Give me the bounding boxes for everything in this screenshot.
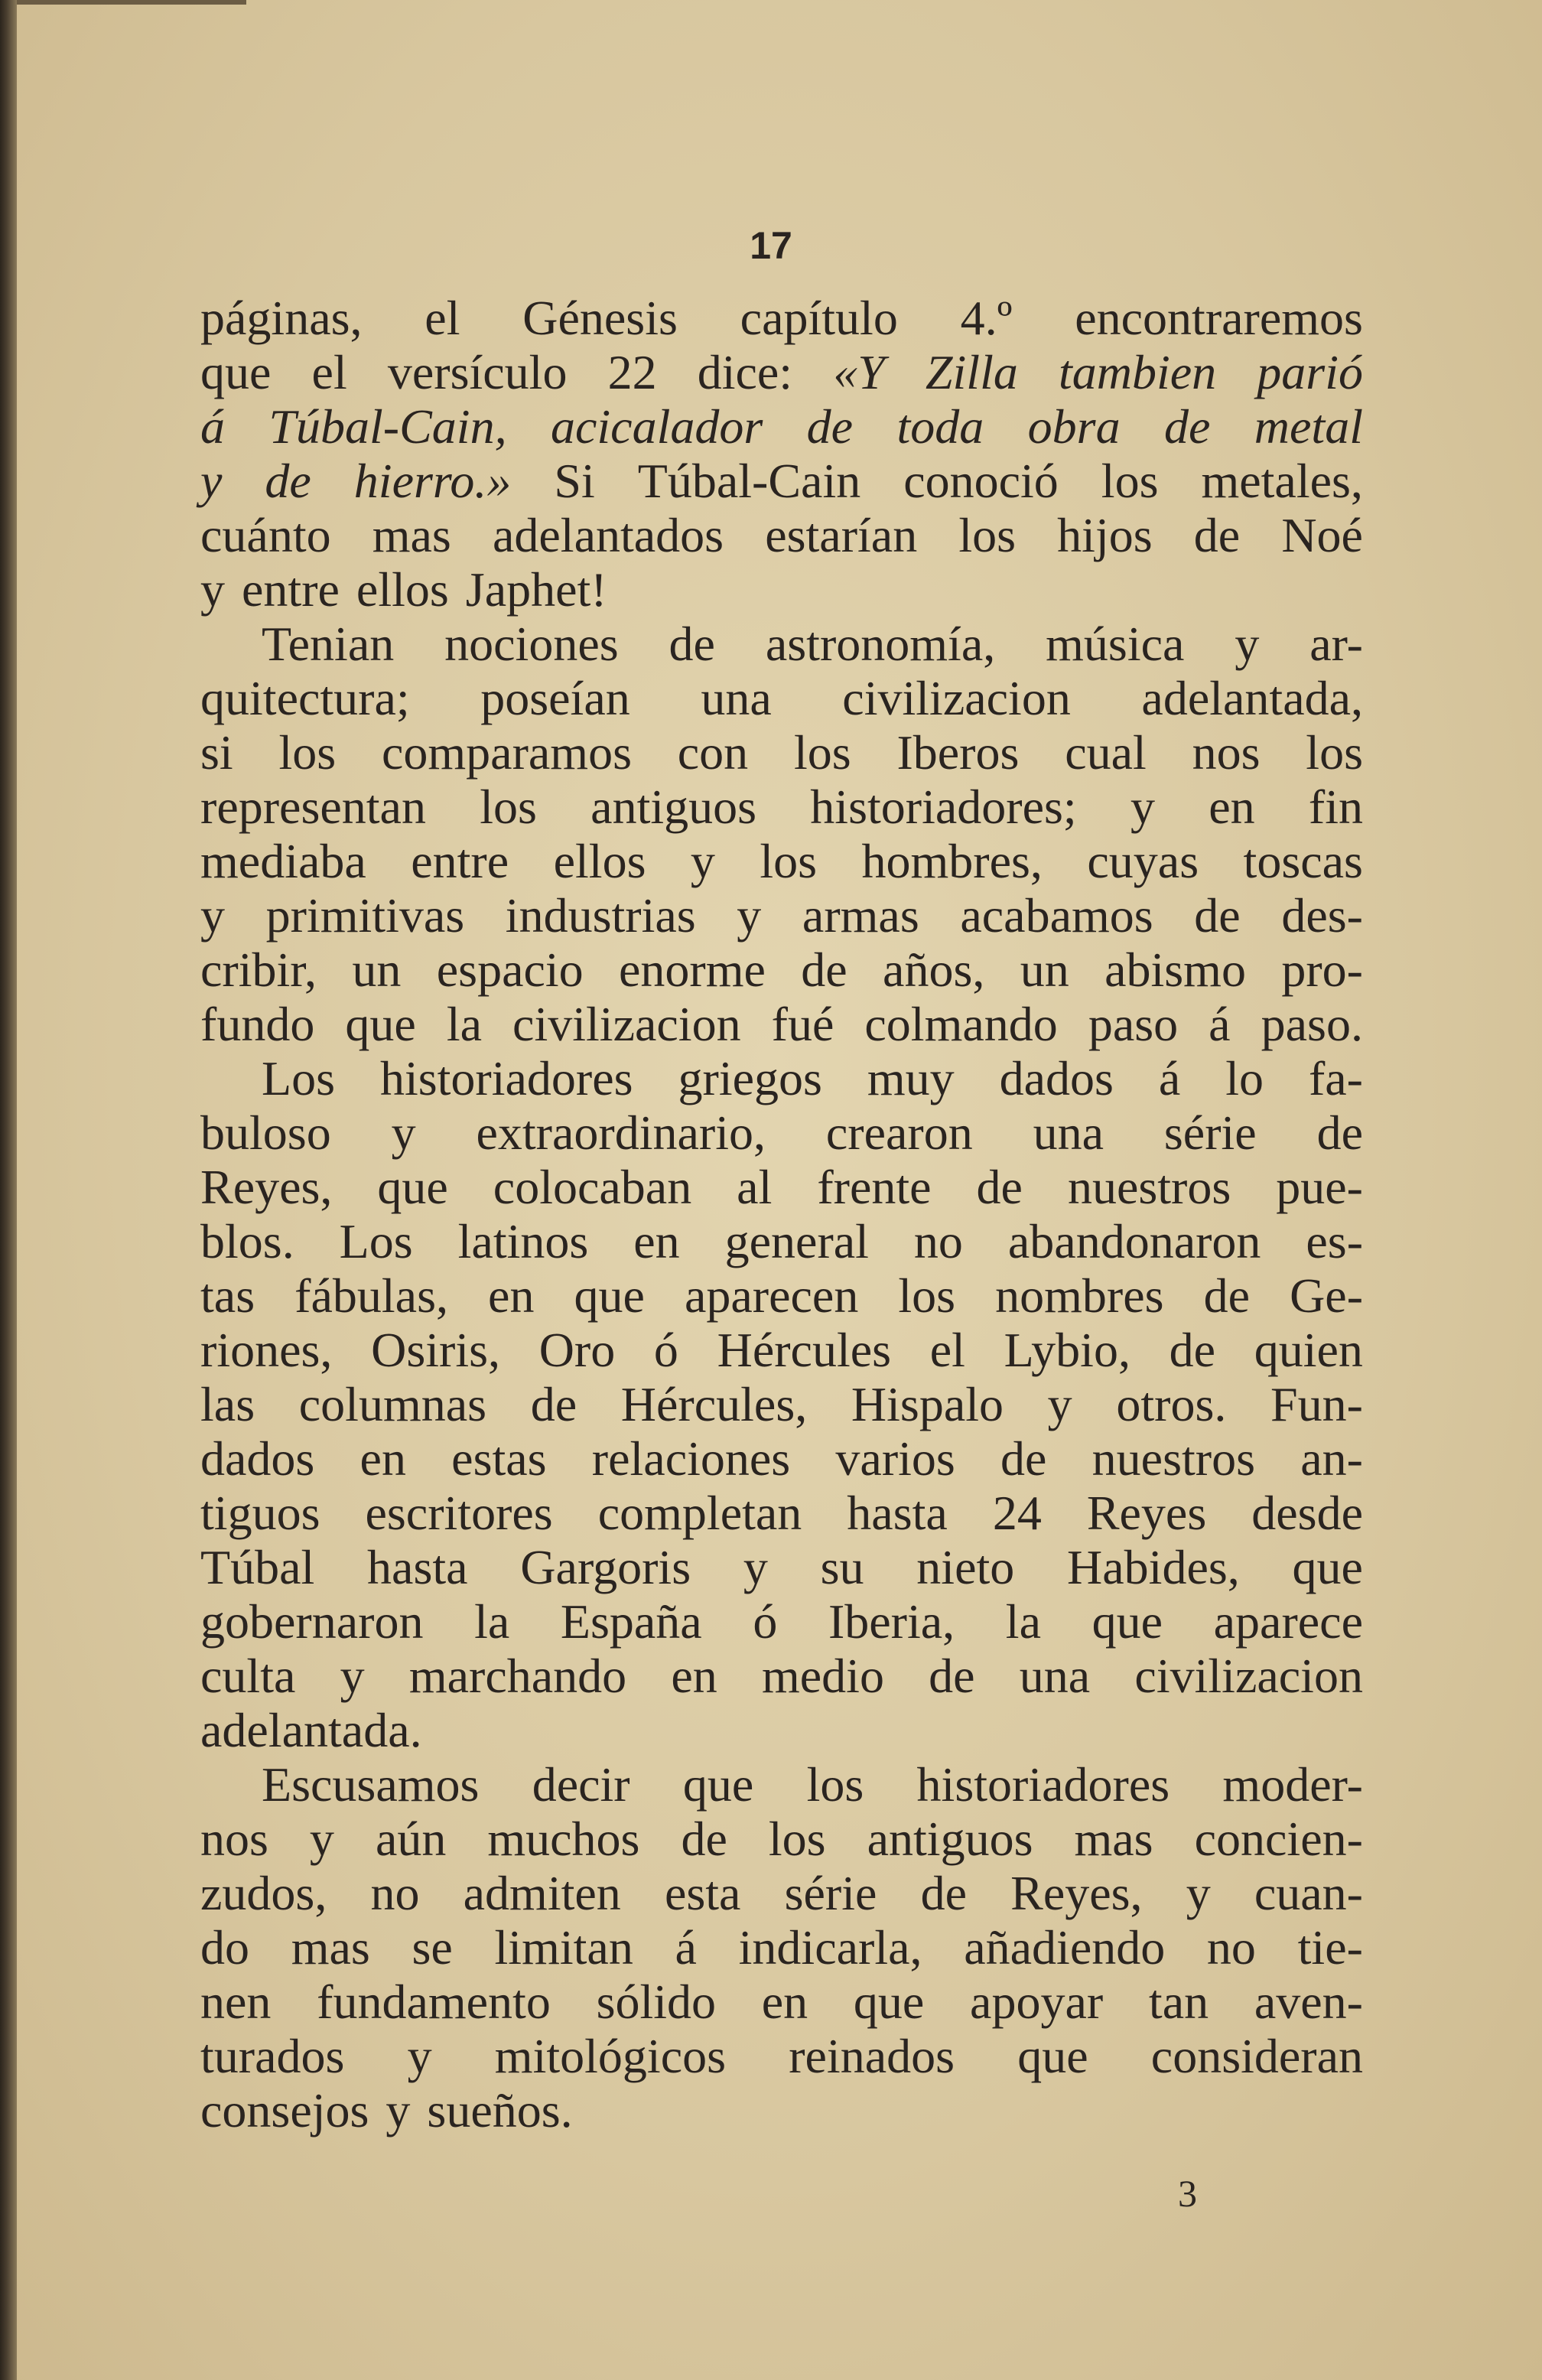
word: Hércules — [717, 1323, 892, 1377]
word: do — [200, 1920, 249, 1975]
word: el — [929, 1323, 965, 1377]
word: toda — [896, 399, 984, 454]
word: Túbal-Cain, — [268, 399, 507, 454]
word: de — [1316, 1105, 1363, 1160]
word: dice: — [697, 345, 793, 399]
text-line — [200, 1486, 1363, 1540]
word: encontraremos — [1075, 291, 1363, 345]
text-line — [200, 1757, 1363, 1812]
word: riones, — [200, 1323, 333, 1377]
word: indicarla, — [738, 1920, 922, 1975]
word: que — [377, 1160, 448, 1214]
word: adelantada, — [1141, 671, 1363, 725]
word: comparamos — [381, 725, 632, 780]
word: tas — [200, 1268, 255, 1323]
word: hasta — [367, 1540, 468, 1594]
word: Ge- — [1290, 1268, 1363, 1323]
word: buloso — [200, 1105, 331, 1160]
text-line — [200, 291, 1363, 345]
word: á — [675, 1920, 697, 1975]
word: y — [737, 888, 762, 943]
word: añadiendo — [964, 1920, 1166, 1975]
word: otros. — [1116, 1377, 1227, 1431]
word: 22 — [607, 345, 657, 399]
word: astronomía, — [765, 617, 996, 671]
text-line — [200, 508, 1363, 562]
word: la — [1005, 1594, 1041, 1649]
word: sólido — [596, 1975, 717, 2029]
word: medio — [761, 1649, 884, 1703]
word: dados — [999, 1051, 1114, 1105]
word: cribir, — [200, 943, 317, 997]
word: apoyar — [970, 1975, 1104, 2029]
text-line — [200, 1594, 1363, 1649]
word: no — [1206, 1920, 1256, 1975]
word: nos — [1192, 725, 1261, 780]
word: civilizacion — [842, 671, 1071, 725]
word: hombres, — [861, 834, 1043, 888]
word: la — [474, 1594, 510, 1649]
word: Fun- — [1270, 1377, 1363, 1431]
word: no — [370, 1866, 420, 1920]
word: ellos — [553, 834, 646, 888]
word: moder- — [1222, 1757, 1363, 1812]
word: pue- — [1276, 1160, 1363, 1214]
word: tan — [1148, 1975, 1209, 2029]
word: y — [340, 1649, 365, 1703]
word: versículo — [387, 345, 568, 399]
body-text — [200, 291, 1363, 2137]
word: de — [1193, 508, 1241, 562]
word: consideran — [1150, 2029, 1363, 2083]
word: los — [768, 1812, 826, 1866]
word: los — [760, 834, 818, 888]
word: aún — [375, 1812, 447, 1866]
word: acabamos — [960, 888, 1153, 943]
word: estarían — [765, 508, 918, 562]
word: civilizacion — [1134, 1649, 1363, 1703]
word: capítulo — [740, 291, 898, 345]
word: paso — [1088, 997, 1179, 1051]
word: los — [1306, 725, 1363, 780]
word: de — [681, 1812, 727, 1866]
word: enorme — [619, 943, 766, 997]
word: y — [391, 1105, 416, 1160]
word: que — [1292, 1540, 1363, 1594]
word: Los — [262, 1051, 335, 1105]
word: civilizacion — [512, 997, 741, 1051]
word: de — [1169, 1323, 1216, 1377]
word: colmando — [864, 997, 1058, 1051]
word: de — [265, 454, 311, 508]
word: hierro.» — [353, 454, 512, 508]
word: antiguos — [590, 780, 757, 834]
word: que — [1091, 1594, 1163, 1649]
word: de — [1194, 888, 1241, 943]
word: de — [976, 1160, 1023, 1214]
word: y — [1186, 1866, 1211, 1920]
word: entre — [242, 562, 340, 617]
word: cuyas — [1087, 834, 1199, 888]
word: que — [200, 345, 272, 399]
word: ellos — [356, 562, 449, 617]
text-line — [200, 399, 1363, 454]
word: la — [446, 997, 482, 1051]
word: los — [1101, 454, 1159, 508]
word: en — [488, 1268, 535, 1323]
text-line — [200, 1866, 1363, 1920]
word: y — [309, 1812, 334, 1866]
word: nen — [200, 1975, 272, 2029]
text-line — [200, 1268, 1363, 1323]
word: que — [345, 997, 416, 1051]
word: que — [1017, 2029, 1088, 2083]
word: esta — [664, 1866, 741, 1920]
word: hijos — [1057, 508, 1153, 562]
word: de — [1000, 1431, 1047, 1486]
word: 4.º — [960, 291, 1013, 345]
word: historiadores — [916, 1757, 1170, 1812]
word: páginas, — [200, 291, 363, 345]
word: série — [1163, 1105, 1257, 1160]
word: Osiris, — [371, 1323, 500, 1377]
word: crearon — [825, 1105, 973, 1160]
word: que — [682, 1757, 754, 1812]
word: Lybio, — [1004, 1323, 1130, 1377]
word: Reyes — [1086, 1486, 1207, 1540]
word: reinados — [789, 2029, 955, 2083]
word: de — [669, 617, 715, 671]
word: música — [1046, 617, 1185, 671]
word: España — [560, 1594, 702, 1649]
word: Zilla — [925, 345, 1018, 399]
word: Habides, — [1067, 1540, 1240, 1594]
word: se — [412, 1920, 453, 1975]
word: Génesis — [522, 291, 678, 345]
word: en — [1209, 780, 1255, 834]
word: pro- — [1281, 943, 1363, 997]
word: varios — [835, 1431, 955, 1486]
word: que — [853, 1975, 925, 2029]
text-line — [200, 1214, 1363, 1268]
word: gobernaron — [200, 1594, 424, 1649]
word: entre — [411, 834, 509, 888]
text-line — [200, 725, 1363, 780]
word: muy — [867, 1051, 955, 1105]
word: si — [200, 725, 233, 780]
word: estas — [451, 1431, 547, 1486]
word: Reyes, — [200, 1160, 333, 1214]
word: las — [200, 1377, 255, 1431]
word: zudos, — [200, 1866, 327, 1920]
word: colocaban — [493, 1160, 692, 1214]
word: hasta — [847, 1486, 948, 1540]
word: una — [701, 671, 772, 725]
word: de — [1163, 399, 1211, 454]
word: acicalador — [550, 399, 763, 454]
word: paso. — [1261, 997, 1363, 1051]
word: con — [677, 725, 749, 780]
word: Escusamos — [262, 1757, 480, 1812]
text-line — [200, 1920, 1363, 1975]
word: un — [1020, 943, 1069, 997]
word: á — [1209, 997, 1231, 1051]
word: ó — [653, 1323, 678, 1377]
word: Japhet! — [465, 562, 607, 617]
word: de — [530, 1377, 577, 1431]
word: concien- — [1194, 1812, 1363, 1866]
word: Hércules, — [620, 1377, 808, 1431]
word: Iberia, — [828, 1594, 955, 1649]
text-line — [200, 834, 1363, 888]
word: fa- — [1308, 1051, 1363, 1105]
text-line — [200, 345, 1363, 399]
word: á — [200, 399, 225, 454]
word: nombres — [995, 1268, 1164, 1323]
word: nociones — [444, 617, 619, 671]
word: primitivas — [265, 888, 465, 943]
word: y — [1235, 617, 1260, 671]
word: frente — [817, 1160, 932, 1214]
word: adelantados — [492, 508, 724, 562]
text-line — [200, 1160, 1363, 1214]
word: conoció — [903, 454, 1059, 508]
word: y — [1130, 780, 1155, 834]
word: fundamento — [317, 1975, 551, 2029]
text-line — [200, 943, 1363, 997]
word: Tenian — [262, 617, 395, 671]
word: en — [359, 1431, 406, 1486]
word: aven- — [1254, 1975, 1363, 2029]
word: no — [913, 1214, 963, 1268]
word: Iberos — [896, 725, 1020, 780]
word: una — [1033, 1105, 1104, 1160]
word: es- — [1306, 1214, 1363, 1268]
text-line — [200, 1377, 1363, 1431]
word: muchos — [487, 1812, 640, 1866]
word: espacio — [436, 943, 584, 997]
word: á — [1158, 1051, 1181, 1105]
text-line — [200, 617, 1363, 671]
word: en — [633, 1214, 680, 1268]
word: fué — [771, 997, 834, 1051]
word: blos. — [200, 1214, 294, 1268]
text-line — [200, 1703, 1363, 1757]
text-line — [200, 780, 1363, 834]
word: tiguos — [200, 1486, 320, 1540]
word: consejos — [200, 2083, 369, 2137]
word: en — [671, 1649, 717, 1703]
word: el — [425, 291, 460, 345]
word: Si — [554, 454, 595, 508]
text-line — [200, 997, 1363, 1051]
word: y — [407, 2029, 432, 2083]
word: Túbal-Cain — [637, 454, 861, 508]
word: cuánto — [200, 508, 331, 562]
word: cuan- — [1254, 1866, 1363, 1920]
word: los — [480, 780, 537, 834]
word: cual — [1065, 725, 1147, 780]
word: mediaba — [200, 834, 366, 888]
top-rule — [17, 0, 246, 5]
word: adelantada. — [200, 1703, 422, 1757]
word: obra — [1027, 399, 1121, 454]
text-line — [200, 562, 1363, 617]
word: aparecen — [684, 1268, 859, 1323]
word: historiadores — [379, 1051, 633, 1105]
word: los — [958, 508, 1017, 562]
word: Los — [339, 1214, 413, 1268]
word: y — [200, 888, 225, 943]
word: que — [574, 1268, 645, 1323]
word: y — [743, 1540, 768, 1594]
word: historiadores; — [810, 780, 1077, 834]
word: el — [311, 345, 347, 399]
page-number: 17 — [750, 224, 792, 267]
word: mas — [1074, 1812, 1153, 1866]
word: ó — [753, 1594, 778, 1649]
word: Reyes, — [1010, 1866, 1143, 1920]
word: armas — [802, 888, 919, 943]
word: mas — [291, 1920, 370, 1975]
text-line — [200, 1051, 1363, 1105]
word: un — [352, 943, 402, 997]
text-line — [200, 671, 1363, 725]
word: abismo — [1104, 943, 1246, 997]
word: limitan — [494, 1920, 633, 1975]
text-line — [200, 1323, 1363, 1377]
text-line — [200, 1812, 1363, 1866]
word: los — [898, 1268, 956, 1323]
word: Hispalo — [851, 1377, 1004, 1431]
text-line — [200, 1540, 1363, 1594]
word: mas — [372, 508, 451, 562]
word: y — [200, 562, 225, 617]
word: en — [761, 1975, 808, 2029]
word: quitectura; — [200, 671, 410, 725]
word: Gargoris — [520, 1540, 691, 1594]
word: industrias — [505, 888, 696, 943]
word: y — [386, 2083, 411, 2137]
word: «Y — [833, 345, 885, 399]
word: nieto — [916, 1540, 1015, 1594]
word: representan — [200, 780, 426, 834]
word: metal — [1254, 399, 1363, 454]
word: dados — [200, 1431, 315, 1486]
word: los — [278, 725, 337, 780]
word: desde — [1251, 1486, 1363, 1540]
word: al — [737, 1160, 773, 1214]
word: admiten — [463, 1866, 621, 1920]
word: nos — [200, 1812, 268, 1866]
word: Oro — [538, 1323, 616, 1377]
word: y — [690, 834, 715, 888]
text-line — [200, 454, 1363, 508]
word: fábulas, — [294, 1268, 448, 1323]
word: decir — [532, 1757, 630, 1812]
word: série — [784, 1866, 877, 1920]
word: marchando — [408, 1649, 627, 1703]
word: tambien — [1058, 345, 1217, 399]
word: completan — [597, 1486, 802, 1540]
word: y — [200, 454, 223, 508]
word: una — [1019, 1649, 1091, 1703]
word: los — [806, 1757, 864, 1812]
word: relaciones — [591, 1431, 791, 1486]
word: tie- — [1297, 1920, 1363, 1975]
word: de — [1203, 1268, 1250, 1323]
text-line — [200, 2029, 1363, 2083]
word: quien — [1254, 1323, 1363, 1377]
binding-edge — [0, 0, 17, 2380]
word: de — [801, 943, 847, 997]
word: nuestros — [1067, 1160, 1231, 1214]
text-line — [200, 1649, 1363, 1703]
text-line — [200, 888, 1363, 943]
word: Noé — [1281, 508, 1363, 562]
word: culta — [200, 1649, 296, 1703]
word: de — [806, 399, 854, 454]
word: ar- — [1309, 617, 1363, 671]
word: abandonaron — [1007, 1214, 1261, 1268]
word: latinos — [457, 1214, 589, 1268]
text-line — [200, 1431, 1363, 1486]
word: los — [793, 725, 851, 780]
word: toscas — [1243, 834, 1363, 888]
word: griegos — [678, 1051, 822, 1105]
word: y — [1047, 1377, 1072, 1431]
word: mitológicos — [494, 2029, 726, 2083]
word: 24 — [992, 1486, 1042, 1540]
word: antiguos — [867, 1812, 1033, 1866]
word: fin — [1308, 780, 1363, 834]
word: metales, — [1201, 454, 1363, 508]
word: des- — [1281, 888, 1363, 943]
word: su — [820, 1540, 864, 1594]
word: sueños. — [427, 2083, 573, 2137]
word: parió — [1257, 345, 1363, 399]
word: columnas — [298, 1377, 487, 1431]
word: Túbal — [200, 1540, 315, 1594]
text-line — [200, 1975, 1363, 2029]
word: extraordinario, — [476, 1105, 766, 1160]
word: poseían — [480, 671, 630, 725]
word: de — [929, 1649, 975, 1703]
word: turados — [200, 2029, 345, 2083]
signature-mark: 3 — [1178, 2172, 1197, 2215]
word: nuestros — [1091, 1431, 1255, 1486]
word: fundo — [200, 997, 315, 1051]
word: aparece — [1213, 1594, 1363, 1649]
text-line — [200, 2083, 1363, 2137]
word: de — [920, 1866, 967, 1920]
word: lo — [1225, 1051, 1264, 1105]
text-line — [200, 1105, 1363, 1160]
word: escritores — [365, 1486, 553, 1540]
word: an- — [1300, 1431, 1363, 1486]
word: general — [724, 1214, 869, 1268]
word: años, — [883, 943, 985, 997]
